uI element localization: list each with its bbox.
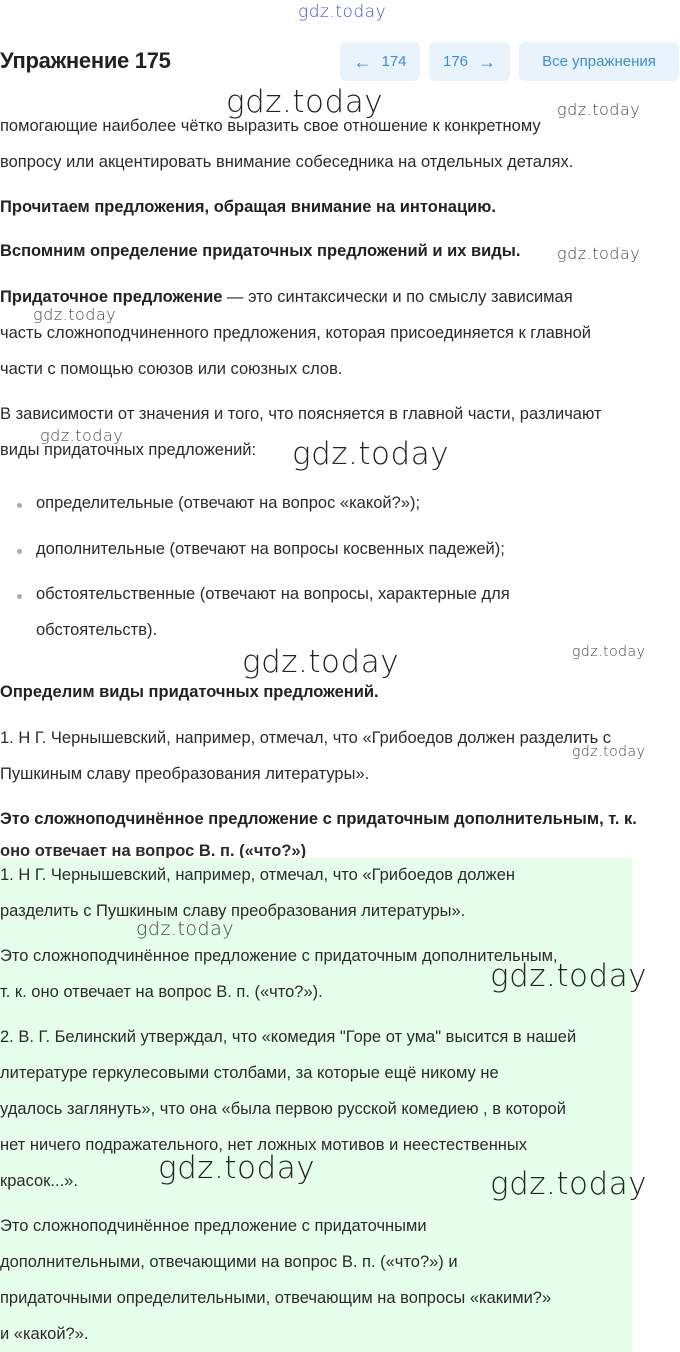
list-item-continuation: обстоятельств). — [36, 621, 158, 639]
bullet-dot — [17, 503, 22, 508]
answer-line: придаточными определительными, отвечающим на вопросы «какими?» — [0, 1289, 552, 1307]
watermark: gdz.today — [572, 744, 646, 760]
answer-line: и «какой?». — [0, 1325, 89, 1343]
answer-line: дополнительными, отвечающими на вопрос В. п. («что?») и — [0, 1253, 458, 1271]
watermark: gdz.today — [33, 305, 117, 324]
definition-line: части с помощью союзов или союзных слов. — [0, 360, 343, 378]
list-item: определительные (отвечают на вопрос «какой?»); — [36, 494, 421, 512]
list-item: дополнительные (отвечают на вопросы косвенных падежей); — [36, 540, 505, 558]
answer-line: 2. В. Г. Белинский утверждал, что «комедия "Горе от ума" высится в нашей — [0, 1028, 577, 1046]
answer-line: разделить с Пушкиным славу преобразования литературы». — [0, 902, 466, 920]
bullet-dot — [17, 594, 22, 599]
example-line: Пушкиным славу преобразования литературы». — [0, 765, 370, 783]
watermark: gdz.today — [158, 1150, 316, 1186]
watermark: gdz.today — [490, 958, 648, 994]
paragraph-line: В зависимости от значения и того, что поясняется в главной части, различают — [0, 405, 602, 423]
watermark: gdz.today — [298, 2, 387, 22]
answer-line: т. к. оно отвечает на вопрос В. п. («что?»). — [0, 983, 323, 1001]
analysis-line-clipped: оно отвечает на вопрос В. п. («что?») — [0, 842, 307, 858]
paragraph-line: вопросу или акцентировать внимание собеседника на отдельных деталях. — [0, 153, 574, 171]
prev-exercise-label: 174 — [381, 53, 407, 70]
answer-line: Это сложноподчинённое предложение с придаточным дополнительным, — [0, 947, 558, 965]
section-heading: Прочитаем предложения, обращая внимание на интонацию. — [0, 198, 496, 216]
all-exercises-button[interactable] — [519, 42, 679, 81]
paragraph-line: виды придаточных предложений: — [0, 441, 257, 459]
watermark: gdz.today — [490, 1166, 648, 1202]
answer-line: красок...». — [0, 1172, 78, 1190]
page-title: Упражнение 175 — [0, 48, 171, 73]
answer-line: удалось заглянуть», что она «была первою русской комедиею , в которой — [0, 1100, 566, 1118]
section-heading: Определим виды придаточных предложений. — [0, 683, 379, 701]
definition-line: часть сложноподчиненного предложения, которая присоединяется к главной — [0, 324, 592, 342]
watermark: gdz.today — [557, 100, 641, 119]
bullet-dot — [17, 549, 22, 554]
watermark: gdz.today — [292, 436, 450, 472]
arrow-left-icon: ← — [353, 51, 372, 72]
arrow-right-icon: → — [478, 51, 497, 72]
paragraph-line: помогающие наиболее чётко выразить свое отношение к конкретному — [0, 117, 541, 135]
watermark: gdz.today — [226, 84, 384, 120]
watermark: gdz.today — [557, 244, 641, 263]
watermark: gdz.today — [40, 426, 124, 445]
analysis-line: Это сложноподчинённое предложение с придаточным дополнительным, т. к. — [0, 810, 637, 828]
watermark: gdz.today — [572, 644, 646, 660]
answer-line: нет ничего подражательного, нет ложных мотивов и неестественных — [0, 1136, 528, 1154]
list-item: обстоятельственные (отвечают на вопросы, характерные для — [36, 585, 510, 603]
watermark: gdz.today — [136, 918, 234, 940]
section-heading: Вспомним определение придаточных предложений и их виды. — [0, 242, 521, 260]
definition-text: — это синтаксически и по смыслу зависимая — [222, 288, 573, 306]
all-exercises-label: Все упражнения — [542, 53, 656, 70]
answer-line: Это сложноподчинённое предложение с придаточными — [0, 1217, 427, 1235]
watermark: gdz.today — [242, 644, 400, 680]
answer-line: литературе геркулесовыми столбами, за которые ещё никому не — [0, 1064, 499, 1082]
answer-line: 1. Н Г. Чернышевский, например, отмечал, что «Грибоедов должен — [0, 866, 516, 884]
example-line: 1. Н Г. Чернышевский, например, отмечал, что «Грибоедов должен разделить с — [0, 729, 612, 747]
definition-term: Придаточное предложение — [0, 288, 223, 306]
next-exercise-label: 176 — [442, 53, 469, 70]
prev-exercise-button[interactable] — [340, 42, 420, 81]
next-exercise-button[interactable] — [429, 42, 510, 81]
